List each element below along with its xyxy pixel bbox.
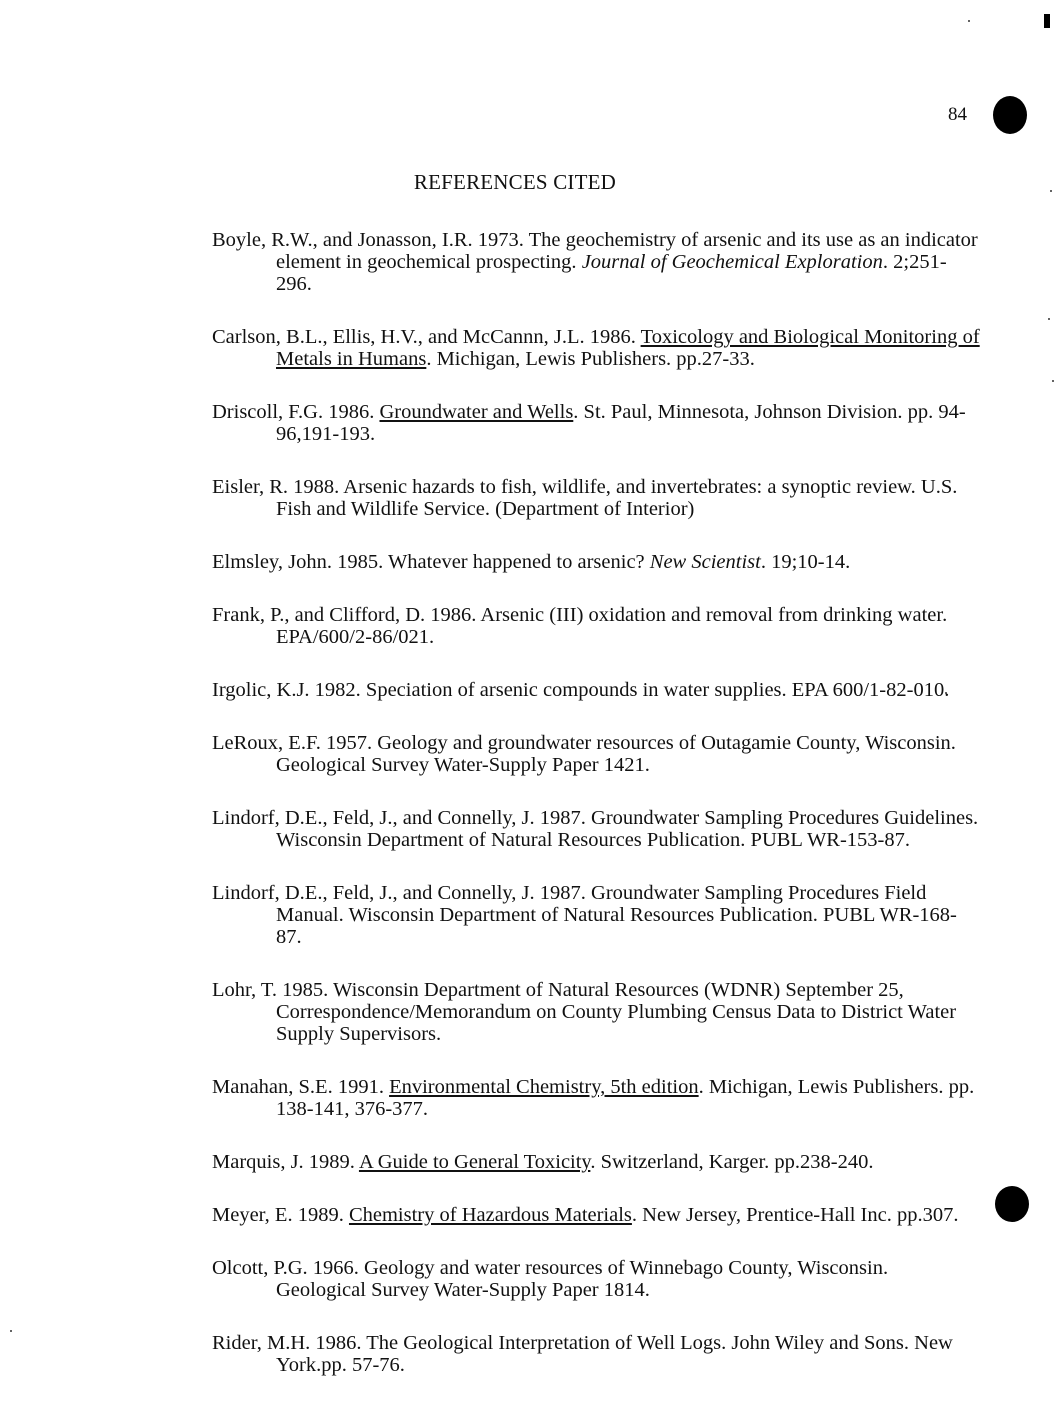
punch-hole-top [993,96,1027,134]
reference-text: Rider, M.H. 1986. The Geological Interpretation of Well Logs. John Wiley and Sons. New York.pp. 57-76. [212,1332,953,1376]
reference-entry [212,401,982,445]
reference-text: Eisler, R. 1988. Arsenic hazards to fish, wildlife, and invertebrates: a synoptic review. U.S. Fish and Wildlife Service. (Department of Interior) [212,476,958,520]
reference-entry [212,551,982,573]
reference-text: . Switzerland, Karger. pp.238-240. [590,1151,874,1173]
reference-entry [212,1257,982,1301]
reference-title-italic: New Scientist [649,551,761,573]
scan-speck [1050,190,1052,192]
reference-entry [212,476,982,520]
reference-text: . 2;251-296. [276,251,947,295]
reference-text: Driscoll, F.G. 1986. [212,401,380,423]
references-list [212,229,982,1407]
scan-speck [1052,380,1054,382]
reference-text: Olcott, P.G. 1966. Geology and water resources of Winnebago County, Wisconsin. Geological Survey Water-Supply Paper 1814. [212,1257,889,1301]
reference-text: . 19;10-14. [760,551,851,573]
reference-text: Carlson, B.L., Ellis, H.V., and McCannn, J.L. 1986. [212,326,641,348]
reference-text: Lohr, T. 1985. Wisconsin Department of Natural Resources (WDNR) September 25, Correspondence/Memorandum on County Plumbing Census Data to District Water Supply Supervisors. [212,979,957,1045]
reference-entry [212,1332,982,1376]
reference-text: Lindorf, D.E., Feld, J., and Connelly, J. 1987. Groundwater Sampling Procedures Guidelines. Wisconsin Department of Natural Resources Publication. PUBL WR-153-87. [212,807,979,851]
reference-entry [212,882,982,948]
reference-text: . New Jersey, Prentice-Hall Inc. pp.307. [631,1204,959,1226]
scan-mark [1044,14,1050,28]
reference-text: Lindorf, D.E., Feld, J., and Connelly, J. 1987. Groundwater Sampling Procedures Field Manual. Wisconsin Department of Natural Resources Publication. PUBL WR-168-87. [212,882,957,948]
punch-hole-bottom [995,1186,1029,1222]
reference-title-underline: Groundwater and Wells [379,401,574,423]
reference-entry [212,679,982,701]
reference-entry [212,732,982,776]
scan-speck [1048,318,1050,320]
page-title: REFERENCES CITED [413,170,617,194]
reference-entry [212,1076,982,1120]
reference-text: . Michigan, Lewis Publishers. pp.27-33. [426,348,755,370]
reference-entry [212,326,982,370]
reference-entry [212,979,982,1045]
reference-title-underline: Toxicology and Biological Monitoring of Metals in Humans [276,326,980,370]
reference-text: Meyer, E. 1989. [212,1204,349,1226]
reference-entry [212,604,982,648]
reference-entry [212,807,982,851]
reference-text: . Michigan, Lewis Publishers. pp. 138-141, 376-377. [276,1076,975,1120]
reference-title-underline: A Guide to General Toxicity [358,1151,591,1173]
scan-speck [968,20,970,22]
reference-title-italic: Journal of Geochemical Exploration [581,251,883,273]
reference-text: Boyle, R.W., and Jonasson, I.R. 1973. The geochemistry of arsenic and its use as an indicator element in geochemical prospecting. [212,229,978,273]
page-number: 84 [948,104,967,125]
reference-title-underline: Chemistry of Hazardous Materials [348,1204,632,1226]
reference-text: LeRoux, E.F. 1957. Geology and groundwater resources of Outagamie County, Wisconsin. Geological Survey Water-Supply Paper 1421. [212,732,956,776]
reference-text: Manahan, S.E. 1991. [212,1076,390,1098]
reference-text: Irgolic, K.J. 1982. Speciation of arsenic compounds in water supplies. EPA 600/1-82-010. [212,679,950,701]
scan-speck [10,1330,12,1332]
reference-entry [212,1151,982,1173]
reference-text: . St. Paul, Minnesota, Johnson Division. pp. 94-96,191-193. [276,401,966,445]
reference-text: Marquis, J. 1989. [212,1151,359,1173]
reference-entry [212,1204,982,1226]
reference-text: Elmsley, John. 1985. Whatever happened to arsenic? [212,551,650,573]
reference-title-underline: Environmental Chemistry, 5th edition [389,1076,699,1098]
reference-text: Frank, P., and Clifford, D. 1986. Arsenic (III) oxidation and removal from drinking water. EPA/600/2-86/021. [212,604,948,648]
reference-entry [212,229,982,295]
